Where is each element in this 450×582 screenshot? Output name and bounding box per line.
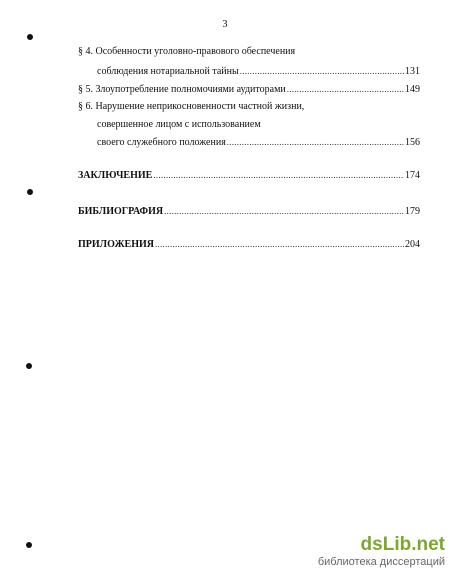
- watermark-logo: dsLib.net: [360, 534, 445, 555]
- toc-section5-page: 149: [405, 84, 420, 95]
- toc-entry-section5: [78, 83, 420, 96]
- dot-leader: [164, 205, 404, 217]
- toc-section6-page: 156: [405, 137, 420, 148]
- toc-entry-conclusion: [78, 169, 420, 182]
- dot-leader: [240, 65, 404, 77]
- toc-section4-title: соблюдения нотариальной тайны: [97, 66, 239, 77]
- toc-conclusion-title: ЗАКЛЮЧЕНИЕ: [78, 170, 153, 181]
- toc-bibliography-page: 179: [405, 206, 420, 217]
- punch-hole-top: [27, 34, 33, 40]
- toc-appendix-page: 204: [405, 239, 420, 250]
- toc-section6-line1: § 6. Нарушение неприкосновенности частной жизни,: [78, 101, 305, 112]
- toc-appendix-title: ПРИЛОЖЕНИЯ: [78, 239, 154, 250]
- dot-leader: [155, 238, 404, 250]
- toc-entry-bibliography: [78, 205, 420, 218]
- dot-leader: [153, 169, 404, 181]
- toc-entry-section6: [97, 136, 420, 149]
- toc-conclusion-page: 174: [405, 170, 420, 181]
- toc-section6-title: своего служебного положения: [97, 137, 226, 148]
- dot-leader: [227, 136, 404, 148]
- toc-section5-title: § 5. Злоупотребление полномочиями аудиторами: [78, 84, 286, 95]
- punch-hole-bottom: [26, 542, 32, 548]
- dot-leader: [287, 83, 404, 95]
- toc-section6-line2: совершенное лицом с использованием: [97, 119, 261, 130]
- toc-section4-line1: § 4. Особенности уголовно-правового обеспечения: [78, 46, 296, 57]
- toc-entry-section4: [97, 65, 420, 78]
- punch-hole-lower: [26, 363, 32, 369]
- toc-section4-page: 131: [405, 66, 420, 77]
- punch-hole-middle: [27, 189, 33, 195]
- toc-entry-appendix: [78, 238, 420, 251]
- toc-bibliography-title: БИБЛИОГРАФИЯ: [78, 206, 164, 217]
- dslib-watermark: [300, 535, 445, 569]
- page-number: 3: [222, 19, 228, 30]
- watermark-subtitle: библиотека диссертаций: [317, 556, 445, 568]
